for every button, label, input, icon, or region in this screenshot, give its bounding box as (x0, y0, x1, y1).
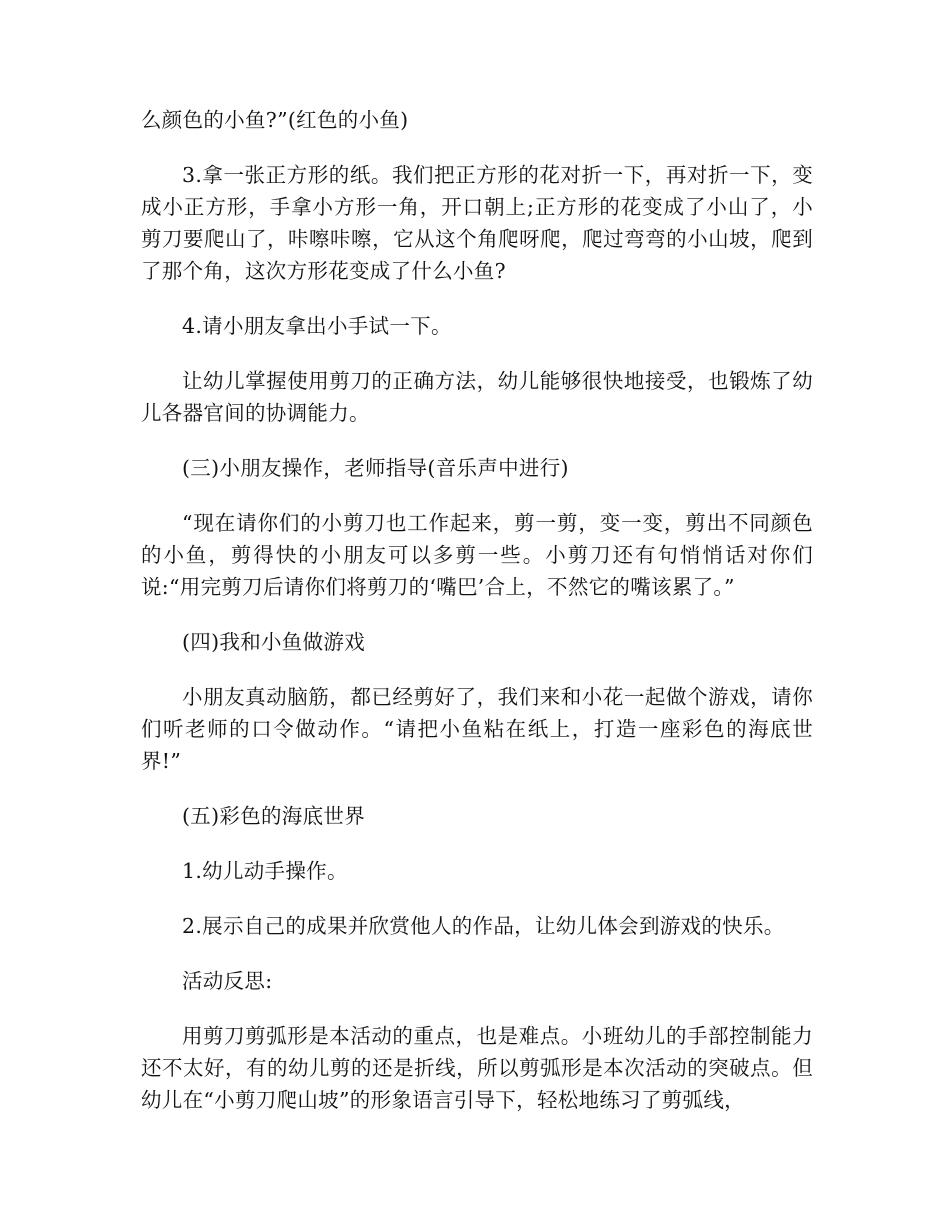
paragraph-cutting-instructions: “现在请你们的小剪刀也工作起来，剪一剪，变一变，剪出不同颜色的小鱼，剪得快的小朋友可以多剪一些。小剪刀还有句悄悄话对你们说:“用完剪刀后请你们将剪刀的‘嘴巴’合上，不然它的嘴该累了。” (141, 511, 813, 599)
section-heading-5: (五)彩色的海底世界 (182, 804, 365, 828)
paragraph-step-3: 3.拿一张正方形的纸。我们把正方形的花对折一下，再对折一下，变成小正方形，手拿小方形一角，开口朝上;正方形的花变成了小山了，小剪刀要爬山了，咔嚓咔嚓，它从这个角爬呀爬，爬过弯弯的小山坡，爬到了那个角，这次方形花变成了什么小鱼? (141, 163, 813, 283)
section-heading-3: (三)小朋友操作，老师指导(音乐声中进行) (182, 456, 569, 480)
document-body (141, 104, 813, 1139)
paragraph-hands-on: 1.幼儿动手操作。 (182, 859, 348, 883)
paragraph-step-4: 4.请小朋友拿出小手试一下。 (182, 314, 452, 338)
heading-reflection: 活动反思: (182, 969, 273, 993)
section-heading-4: (四)我和小鱼做游戏 (182, 630, 365, 654)
paragraph-reflection: 用剪刀剪弧形是本活动的重点，也是难点。小班幼儿的手部控制能力还不太好，有的幼儿剪的还是折线，所以剪弧形是本次活动的突破点。但幼儿在“小剪刀爬山坡”的形象语言引导下，轻松地练习了剪弧线， (141, 1024, 813, 1112)
paragraph-scissors-method: 让幼儿掌握使用剪刀的正确方法，幼儿能够很快地接受，也锻炼了幼儿各器官间的协调能力。 (141, 369, 813, 425)
paragraph-question-continuation: 么颜色的小鱼?”(红色的小鱼) (141, 108, 409, 132)
paragraph-game: 小朋友真动脑筋，都已经剪好了，我们来和小花一起做个游戏，请你们听老师的口令做动作。“请把小鱼粘在纸上，打造一座彩色的海底世界!” (141, 685, 813, 773)
paragraph-showcase: 2.展示自己的成果并欣赏他人的作品，让幼儿体会到游戏的快乐。 (182, 914, 785, 938)
